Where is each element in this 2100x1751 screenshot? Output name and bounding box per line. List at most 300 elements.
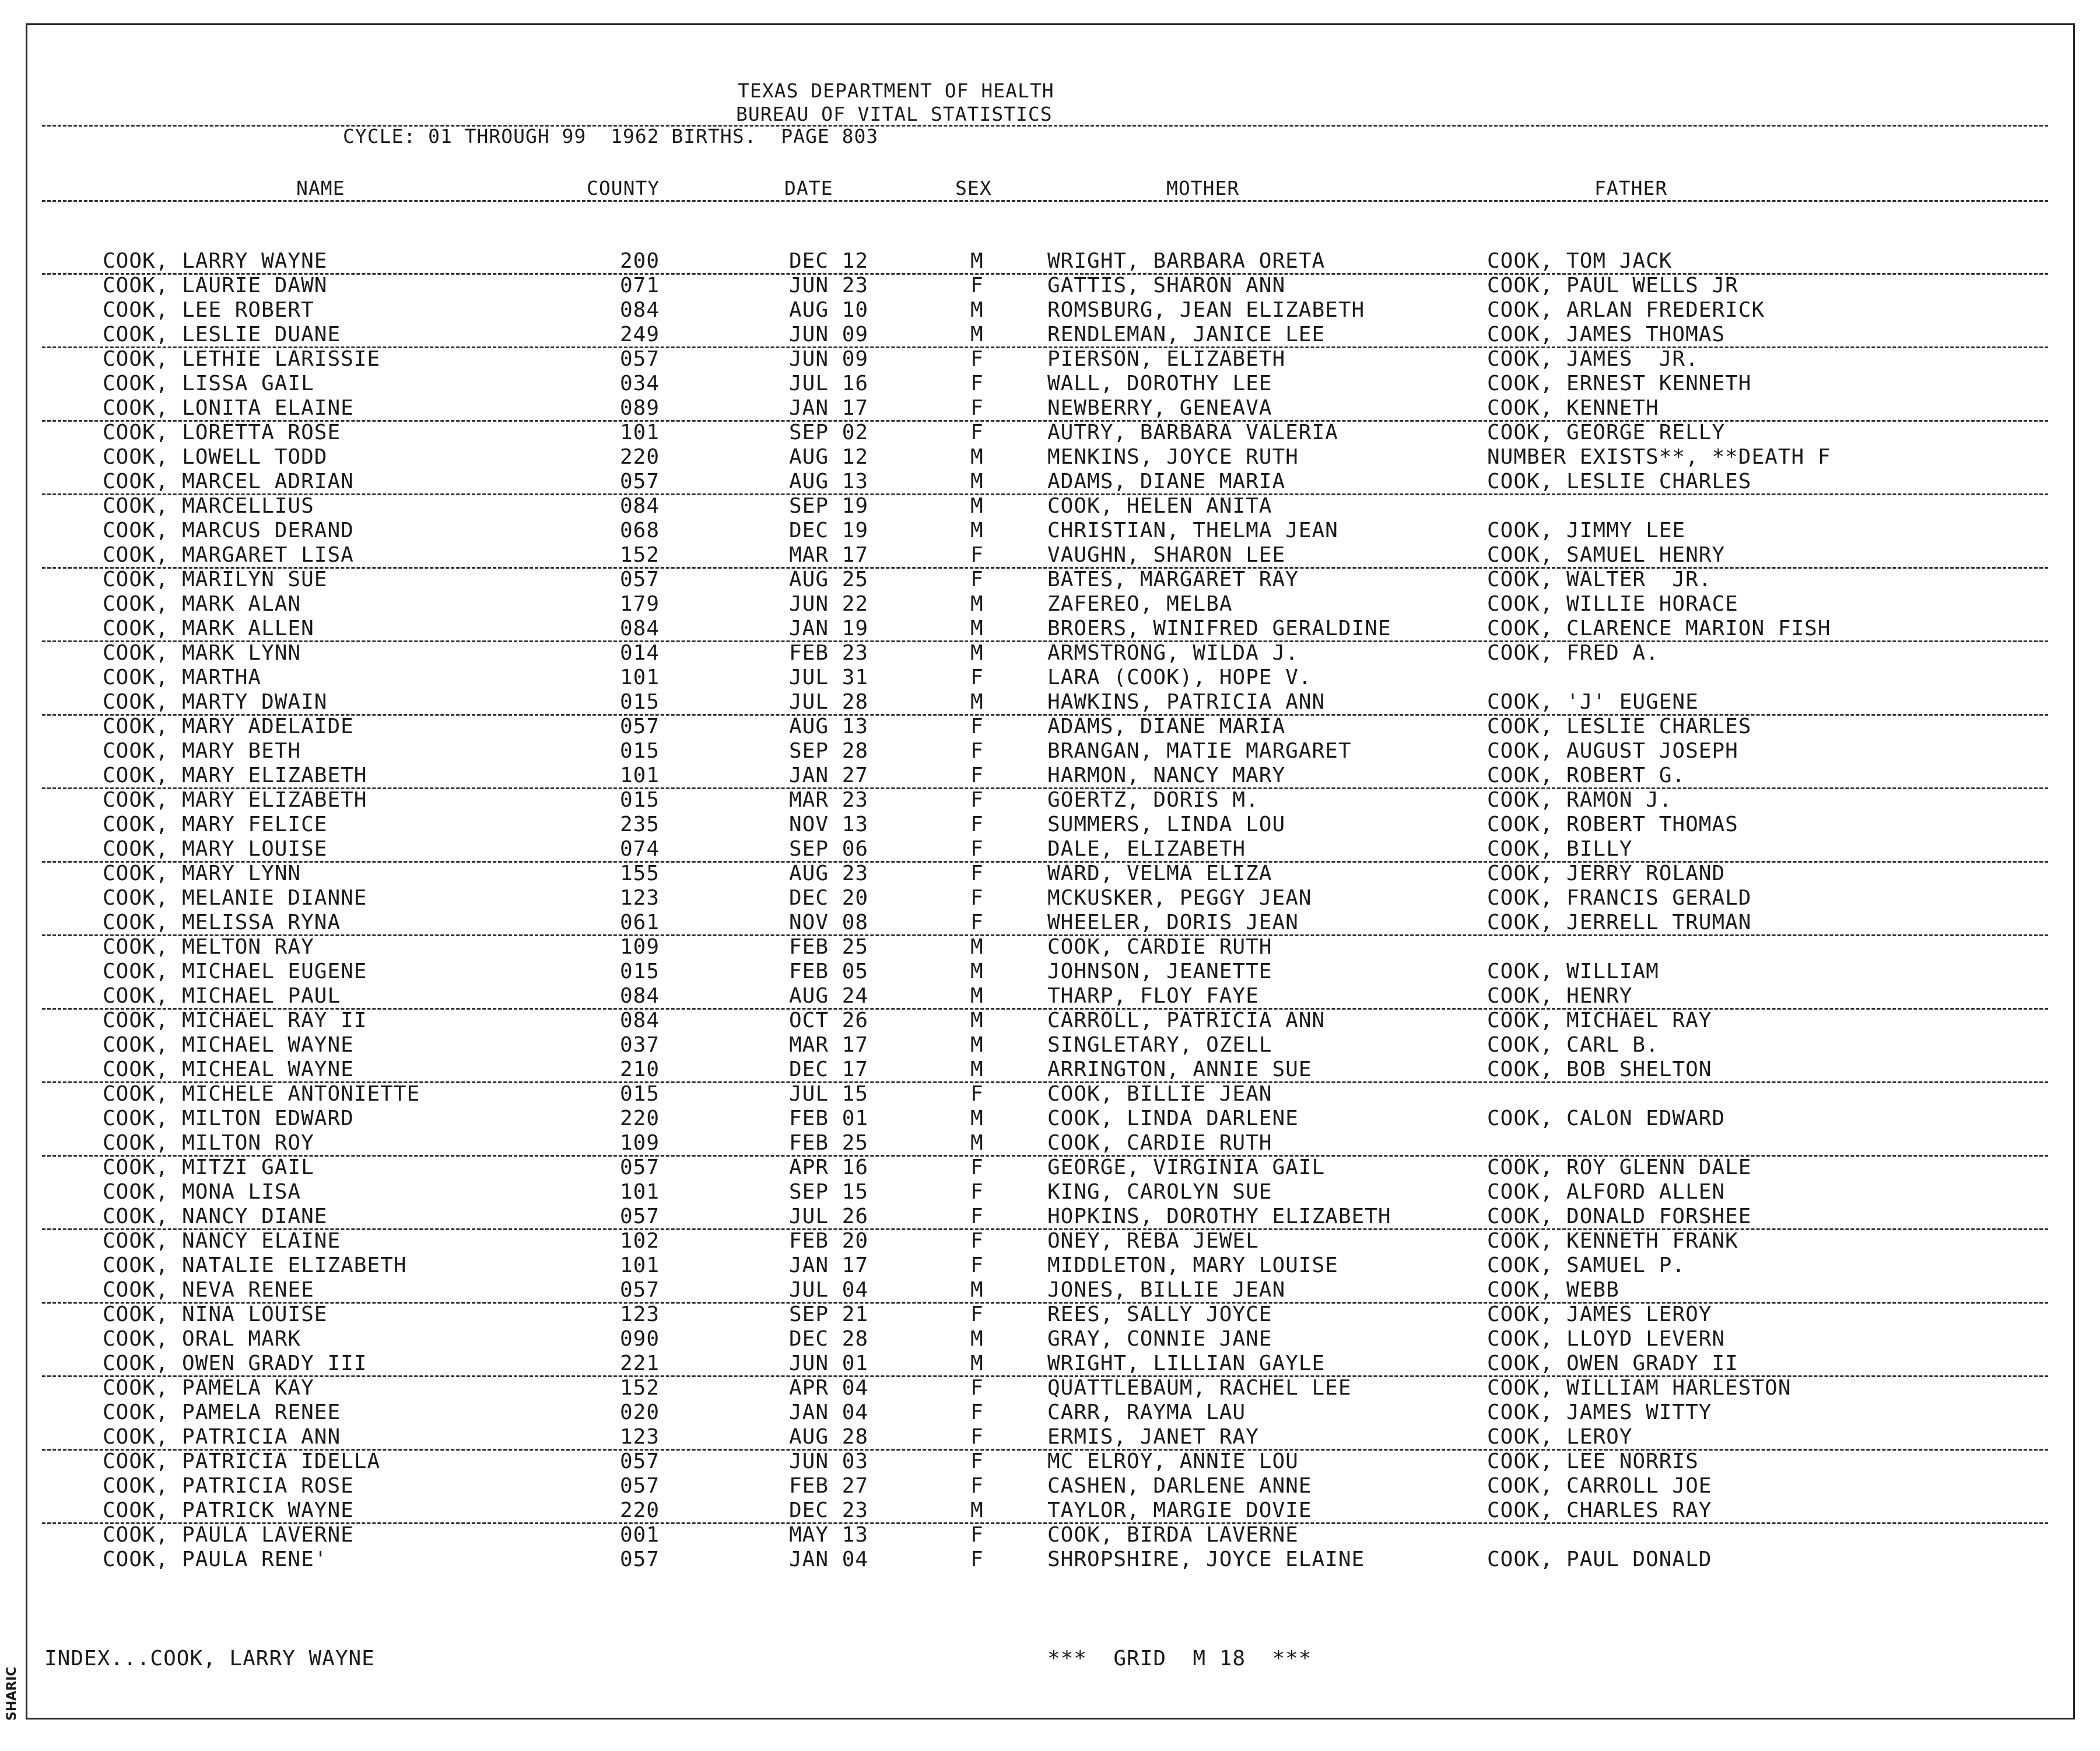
cell-name: COOK, MARY LOUISE	[103, 837, 328, 861]
cell-mother: VAUGHN, SHARON LEE	[1047, 543, 1286, 567]
cell-name: COOK, MICHAEL PAUL	[103, 984, 341, 1008]
cell-mother: WHEELER, DORIS JEAN	[1047, 910, 1299, 934]
cell-date: JAN 04	[789, 1547, 869, 1571]
cell-father: COOK, MICHAEL RAY	[1487, 1008, 1712, 1032]
cell-date: SEP 02	[789, 421, 869, 444]
cell-date: MAR 17	[789, 543, 869, 567]
cell-county: 084	[620, 494, 660, 518]
cell-county: 220	[620, 1498, 660, 1522]
cell-sex: F	[970, 543, 984, 567]
cell-sex: M	[970, 249, 984, 273]
cell-father: COOK, CHARLES RAY	[1487, 1498, 1712, 1522]
cell-county: 084	[620, 1008, 660, 1032]
cell-county: 123	[620, 1425, 660, 1449]
cell-sex: M	[970, 984, 984, 1008]
cell-father: COOK, CLARENCE MARION FISH	[1487, 617, 1831, 640]
column-header-name: NAME	[296, 177, 345, 199]
row-divider	[42, 420, 2048, 422]
cell-date: NOV 13	[789, 813, 869, 836]
cell-sex: F	[970, 715, 984, 738]
cell-sex: M	[970, 1033, 984, 1057]
row-divider	[42, 640, 2048, 642]
cell-father: COOK, CARROLL JOE	[1487, 1474, 1712, 1498]
cell-name: COOK, MARCEL ADRIAN	[103, 470, 354, 493]
row-divider	[42, 273, 2048, 275]
cell-county: 015	[620, 788, 660, 812]
cell-date: JUN 23	[789, 274, 869, 297]
cell-county: 123	[620, 886, 660, 910]
cell-county: 057	[620, 1474, 660, 1498]
cell-mother: SUMMERS, LINDA LOU	[1047, 813, 1286, 836]
cell-sex: M	[970, 323, 984, 346]
cell-sex: F	[970, 372, 984, 395]
cell-county: 057	[620, 1547, 660, 1571]
cell-mother: ARMSTRONG, WILDA J.	[1047, 641, 1299, 665]
cell-sex: F	[970, 1253, 984, 1277]
cell-father: COOK, CALON EDWARD	[1487, 1106, 1726, 1130]
cell-county: 057	[620, 568, 660, 591]
row-divider	[42, 861, 2048, 863]
cell-father: COOK, SAMUEL P.	[1487, 1253, 1686, 1277]
side-label: SHARIC	[5, 1666, 19, 1721]
cell-name: COOK, MELISSA RYNA	[103, 910, 341, 934]
cell-sex: F	[970, 1302, 984, 1326]
cell-date: AUG 25	[789, 568, 869, 591]
cell-date: DEC 23	[789, 1498, 869, 1522]
cell-mother: BRANGAN, MATIE MARGARET	[1047, 739, 1352, 763]
cell-father: COOK, TOM JACK	[1487, 249, 1673, 273]
cell-date: AUG 28	[789, 1425, 869, 1449]
cell-date: SEP 19	[789, 494, 869, 518]
cell-father: COOK, 'J' EUGENE	[1487, 690, 1699, 714]
cell-date: DEC 28	[789, 1327, 869, 1351]
cell-father: COOK, LESLIE CHARLES	[1487, 715, 1752, 738]
cell-date: MAR 17	[789, 1033, 869, 1057]
cell-county: 014	[620, 641, 660, 665]
cell-sex: M	[970, 641, 984, 665]
cell-mother: COOK, HELEN ANITA	[1047, 494, 1272, 518]
cell-date: NOV 08	[789, 910, 869, 934]
cell-county: 057	[620, 1449, 660, 1473]
cell-county: 057	[620, 470, 660, 493]
cell-mother: HARMON, NANCY MARY	[1047, 764, 1286, 787]
cell-name: COOK, MILTON EDWARD	[103, 1106, 354, 1130]
cell-county: 179	[620, 592, 660, 616]
cell-date: AUG 13	[789, 715, 869, 738]
cell-sex: F	[970, 1474, 984, 1498]
cell-county: 084	[620, 617, 660, 640]
cell-mother: COOK, BILLIE JEAN	[1047, 1082, 1272, 1106]
cell-mother: CASHEN, DARLENE ANNE	[1047, 1474, 1312, 1498]
cell-sex: M	[970, 1278, 984, 1302]
cell-date: AUG 12	[789, 445, 869, 469]
cell-name: COOK, MARY ELIZABETH	[103, 788, 367, 812]
cell-county: 101	[620, 1253, 660, 1277]
cell-date: FEB 25	[789, 935, 869, 959]
cell-father: COOK, ROY GLENN DALE	[1487, 1155, 1752, 1179]
cell-name: COOK, MICHAEL EUGENE	[103, 959, 367, 983]
cell-father: COOK, DONALD FORSHEE	[1487, 1204, 1752, 1228]
cell-sex: M	[970, 592, 984, 616]
cell-mother: ERMIS, JANET RAY	[1047, 1425, 1259, 1449]
cell-county: 057	[620, 1204, 660, 1228]
cell-mother: BATES, MARGARET RAY	[1047, 568, 1299, 591]
cell-mother: ADAMS, DIANE MARIA	[1047, 470, 1286, 493]
cell-name: COOK, MARY ADELAIDE	[103, 715, 354, 738]
cell-county: 123	[620, 1302, 660, 1326]
cell-date: DEC 12	[789, 249, 869, 273]
cell-sex: M	[970, 494, 984, 518]
cell-father: COOK, JIMMY LEE	[1487, 519, 1686, 542]
cell-father: COOK, WALTER JR.	[1487, 568, 1712, 591]
cell-county: 109	[620, 1131, 660, 1155]
cell-county: 001	[620, 1523, 660, 1547]
cell-county: 071	[620, 274, 660, 297]
cell-father: COOK, PAUL WELLS JR	[1487, 274, 1738, 297]
cell-date: SEP 28	[789, 739, 869, 763]
cell-mother: GOERTZ, DORIS M.	[1047, 788, 1259, 812]
cell-county: 235	[620, 813, 660, 836]
cell-name: COOK, LETHIE LARISSIE	[103, 347, 381, 371]
cell-name: COOK, MICHAEL RAY II	[103, 1008, 367, 1032]
cell-date: JAN 19	[789, 617, 869, 640]
cell-father: COOK, ROBERT THOMAS	[1487, 813, 1738, 836]
cell-name: COOK, MICHELE ANTONIETTE	[103, 1082, 420, 1106]
cell-name: COOK, PATRICIA IDELLA	[103, 1449, 381, 1473]
cell-date: FEB 05	[789, 959, 869, 983]
cell-name: COOK, MARCELLIUS	[103, 494, 314, 518]
cell-name: COOK, MICHAEL WAYNE	[103, 1033, 354, 1057]
cell-county: 200	[620, 249, 660, 273]
header-cycle: CYCLE: 01 THROUGH 99 1962 BIRTHS. PAGE 803	[343, 125, 879, 148]
cell-father: COOK, JAMES JR.	[1487, 347, 1699, 371]
cell-county: 068	[620, 519, 660, 542]
cell-county: 034	[620, 372, 660, 395]
cell-name: COOK, MILTON ROY	[103, 1131, 314, 1155]
cell-mother: ONEY, REBA JEWEL	[1047, 1229, 1259, 1253]
cell-father: COOK, WILLIAM	[1487, 959, 1659, 983]
cell-name: COOK, MARY ELIZABETH	[103, 764, 367, 787]
cell-name: COOK, LAURIE DAWN	[103, 274, 328, 297]
cell-date: DEC 17	[789, 1057, 869, 1081]
cell-sex: F	[970, 739, 984, 763]
cell-date: SEP 21	[789, 1302, 869, 1326]
cell-mother: COOK, BIRDA LAVERNE	[1047, 1523, 1299, 1547]
cell-date: SEP 15	[789, 1180, 869, 1204]
cell-name: COOK, PATRICIA ANN	[103, 1425, 341, 1449]
header-department: TEXAS DEPARTMENT OF HEALTH	[738, 79, 1054, 102]
cell-mother: CHRISTIAN, THELMA JEAN	[1047, 519, 1338, 542]
cell-mother: JONES, BILLIE JEAN	[1047, 1278, 1286, 1302]
cell-name: COOK, ORAL MARK	[103, 1327, 301, 1351]
cell-father: COOK, SAMUEL HENRY	[1487, 543, 1726, 567]
cell-date: FEB 23	[789, 641, 869, 665]
cell-county: 249	[620, 323, 660, 346]
cell-name: COOK, MARCUS DERAND	[103, 519, 354, 542]
cell-date: JAN 04	[789, 1400, 869, 1424]
cell-name: COOK, MARTY DWAIN	[103, 690, 328, 714]
cell-father: COOK, WEBB	[1487, 1278, 1619, 1302]
cell-father: COOK, LEROY	[1487, 1425, 1633, 1449]
cell-name: COOK, MICHEAL WAYNE	[103, 1057, 354, 1081]
cell-sex: F	[970, 788, 984, 812]
cell-name: COOK, LOWELL TODD	[103, 445, 328, 469]
cell-father: COOK, KENNETH	[1487, 396, 1659, 420]
cell-name: COOK, NEVA RENEE	[103, 1278, 314, 1302]
cell-father: COOK, BOB SHELTON	[1487, 1057, 1712, 1081]
cell-name: COOK, PAMELA RENEE	[103, 1400, 341, 1424]
cell-name: COOK, MELTON RAY	[103, 935, 314, 959]
cell-sex: F	[970, 1229, 984, 1253]
cell-father: COOK, HENRY	[1487, 984, 1633, 1008]
cell-date: JUL 28	[789, 690, 869, 714]
cell-sex: F	[970, 1449, 984, 1473]
cell-mother: WALL, DOROTHY LEE	[1047, 372, 1272, 395]
cell-sex: M	[970, 959, 984, 983]
cell-mother: LARA (COOK), HOPE V.	[1047, 666, 1312, 689]
cell-sex: F	[970, 666, 984, 689]
cell-father: COOK, LLOYD LEVERN	[1487, 1327, 1726, 1351]
cell-sex: M	[970, 1008, 984, 1032]
cell-county: 015	[620, 690, 660, 714]
cell-date: JUN 09	[789, 323, 869, 346]
row-divider	[42, 934, 2048, 936]
cell-name: COOK, OWEN GRADY III	[103, 1351, 367, 1375]
cell-date: JAN 17	[789, 396, 869, 420]
cell-mother: QUATTLEBAUM, RACHEL LEE	[1047, 1376, 1352, 1400]
cell-mother: NEWBERRY, GENEAVA	[1047, 396, 1272, 420]
cell-mother: KING, CAROLYN SUE	[1047, 1180, 1272, 1204]
cell-name: COOK, MITZI GAIL	[103, 1155, 314, 1179]
cell-county: 221	[620, 1351, 660, 1375]
cell-sex: M	[970, 298, 984, 322]
cell-sex: F	[970, 837, 984, 861]
cell-name: COOK, PAMELA KAY	[103, 1376, 314, 1400]
footer-index: INDEX...COOK, LARRY WAYNE	[44, 1647, 375, 1671]
cell-date: JAN 27	[789, 764, 869, 787]
cell-mother: ARRINGTON, ANNIE SUE	[1047, 1057, 1312, 1081]
cell-name: COOK, MARTHA	[103, 666, 262, 689]
cell-sex: F	[970, 1082, 984, 1106]
cell-mother: GEORGE, VIRGINIA GAIL	[1047, 1155, 1326, 1179]
cell-sex: F	[970, 910, 984, 934]
cell-county: 057	[620, 1278, 660, 1302]
cell-mother: SHROPSHIRE, JOYCE ELAINE	[1047, 1547, 1365, 1571]
column-header-sex: SEX	[955, 177, 992, 199]
cell-county: 152	[620, 1376, 660, 1400]
cell-date: JUL 04	[789, 1278, 869, 1302]
cell-mother: GATTIS, SHARON ANN	[1047, 274, 1286, 297]
cell-mother: ADAMS, DIANE MARIA	[1047, 715, 1286, 738]
cell-mother: WRIGHT, BARBARA ORETA	[1047, 249, 1326, 273]
footer-grid: *** GRID M 18 ***	[1047, 1647, 1312, 1671]
cell-county: 057	[620, 347, 660, 371]
cell-sex: M	[970, 935, 984, 959]
cell-father: COOK, LESLIE CHARLES	[1487, 470, 1752, 493]
cell-sex: F	[970, 1180, 984, 1204]
cell-mother: MC ELROY, ANNIE LOU	[1047, 1449, 1299, 1473]
cell-name: COOK, NATALIE ELIZABETH	[103, 1253, 407, 1277]
cell-sex: M	[970, 1057, 984, 1081]
cell-mother: CARR, RAYMA LAU	[1047, 1400, 1246, 1424]
cell-county: 015	[620, 739, 660, 763]
cell-date: AUG 24	[789, 984, 869, 1008]
cell-date: MAR 23	[789, 788, 869, 812]
cell-name: COOK, LONITA ELAINE	[103, 396, 354, 420]
cell-date: JUL 15	[789, 1082, 869, 1106]
cell-date: JUN 09	[789, 347, 869, 371]
header-bureau: BUREAU OF VITAL STATISTICS	[736, 103, 1053, 125]
cell-name: COOK, LEE ROBERT	[103, 298, 314, 322]
cell-mother: TAYLOR, MARGIE DOVIE	[1047, 1498, 1312, 1522]
cell-date: AUG 10	[789, 298, 869, 322]
cell-date: JUL 16	[789, 372, 869, 395]
cell-mother: DALE, ELIZABETH	[1047, 837, 1246, 861]
cell-date: JAN 17	[789, 1253, 869, 1277]
cell-county: 210	[620, 1057, 660, 1081]
cell-county: 057	[620, 715, 660, 738]
cell-date: FEB 20	[789, 1229, 869, 1253]
cell-mother: MENKINS, JOYCE RUTH	[1047, 445, 1299, 469]
cell-mother: ROMSBURG, JEAN ELIZABETH	[1047, 298, 1365, 322]
cell-county: 061	[620, 910, 660, 934]
cell-father: COOK, FRANCIS GERALD	[1487, 886, 1752, 910]
cell-father: COOK, ALFORD ALLEN	[1487, 1180, 1726, 1204]
cell-name: COOK, NANCY DIANE	[103, 1204, 328, 1228]
cell-mother: THARP, FLOY FAYE	[1047, 984, 1259, 1008]
cell-name: COOK, PATRICIA ROSE	[103, 1474, 354, 1498]
cell-sex: M	[970, 1498, 984, 1522]
cell-date: DEC 20	[789, 886, 869, 910]
cell-date: FEB 25	[789, 1131, 869, 1155]
cell-mother: RENDLEMAN, JANICE LEE	[1047, 323, 1326, 346]
cell-father: COOK, AUGUST JOSEPH	[1487, 739, 1738, 763]
cell-county: 015	[620, 1082, 660, 1106]
cell-father: COOK, ERNEST KENNETH	[1487, 372, 1752, 395]
cell-county: 084	[620, 984, 660, 1008]
cell-county: 089	[620, 396, 660, 420]
cell-father: COOK, JAMES LEROY	[1487, 1302, 1712, 1326]
cell-name: COOK, PAULA RENE'	[103, 1547, 328, 1571]
cell-county: 101	[620, 666, 660, 689]
cell-county: 220	[620, 445, 660, 469]
cell-sex: F	[970, 764, 984, 787]
cell-mother: WRIGHT, LILLIAN GAYLE	[1047, 1351, 1326, 1375]
cell-father: COOK, WILLIE HORACE	[1487, 592, 1738, 616]
cell-sex: F	[970, 1204, 984, 1228]
cell-sex: F	[970, 568, 984, 591]
cell-date: JUN 01	[789, 1351, 869, 1375]
column-header-county: COUNTY	[587, 177, 660, 199]
cell-sex: M	[970, 1327, 984, 1351]
cell-sex: F	[970, 1425, 984, 1449]
cell-county: 074	[620, 837, 660, 861]
cell-father: NUMBER EXISTS**, **DEATH F	[1487, 445, 1831, 469]
cell-date: FEB 01	[789, 1106, 869, 1130]
cell-father: COOK, FRED A.	[1487, 641, 1659, 665]
cell-name: COOK, LORETTA ROSE	[103, 421, 341, 444]
cell-date: AUG 13	[789, 470, 869, 493]
cell-date: AUG 23	[789, 862, 869, 885]
cell-county: 101	[620, 764, 660, 787]
cell-name: COOK, MARK ALAN	[103, 592, 301, 616]
cell-name: COOK, LISSA GAIL	[103, 372, 314, 395]
cell-date: MAY 13	[789, 1523, 869, 1547]
cell-father: COOK, JAMES THOMAS	[1487, 323, 1726, 346]
row-divider	[42, 1228, 2048, 1230]
cell-county: 220	[620, 1106, 660, 1130]
cell-name: COOK, LARRY WAYNE	[103, 249, 328, 273]
cell-mother: SINGLETARY, OZELL	[1047, 1033, 1272, 1057]
cell-sex: F	[970, 1400, 984, 1424]
cell-name: COOK, MARY LYNN	[103, 862, 301, 885]
cell-county: 101	[620, 1180, 660, 1204]
cell-county: 084	[620, 298, 660, 322]
cell-father: COOK, JAMES WITTY	[1487, 1400, 1712, 1424]
cell-sex: M	[970, 519, 984, 542]
cell-name: COOK, PAULA LAVERNE	[103, 1523, 354, 1547]
column-header-mother: MOTHER	[1166, 177, 1240, 199]
cell-father: COOK, WILLIAM HARLESTON	[1487, 1376, 1792, 1400]
cell-father: COOK, CARL B.	[1487, 1033, 1659, 1057]
cell-sex: F	[970, 813, 984, 836]
cell-name: COOK, MARGARET LISA	[103, 543, 354, 567]
row-divider	[42, 1302, 2048, 1304]
cell-county: 109	[620, 935, 660, 959]
cell-sex: F	[970, 1547, 984, 1571]
cell-mother: JOHNSON, JEANETTE	[1047, 959, 1272, 983]
cell-county: 101	[620, 421, 660, 444]
cell-county: 090	[620, 1327, 660, 1351]
cell-mother: COOK, CARDIE RUTH	[1047, 935, 1272, 959]
cell-date: FEB 27	[789, 1474, 869, 1498]
cell-date: JUN 22	[789, 592, 869, 616]
cell-father: COOK, PAUL DONALD	[1487, 1547, 1712, 1571]
cell-father: COOK, ARLAN FREDERICK	[1487, 298, 1765, 322]
row-divider	[42, 493, 2048, 495]
cell-father: COOK, KENNETH FRANK	[1487, 1229, 1738, 1253]
cell-county: 057	[620, 1155, 660, 1179]
cell-date: APR 16	[789, 1155, 869, 1179]
cell-date: SEP 06	[789, 837, 869, 861]
cell-county: 152	[620, 543, 660, 567]
row-divider	[42, 567, 2048, 569]
cell-name: COOK, MARY BETH	[103, 739, 301, 763]
cell-mother: HOPKINS, DOROTHY ELIZABETH	[1047, 1204, 1391, 1228]
column-header-date: DATE	[784, 177, 833, 199]
cell-sex: F	[970, 421, 984, 444]
cell-name: COOK, MARK ALLEN	[103, 617, 314, 640]
cell-father: COOK, RAMON J.	[1487, 788, 1673, 812]
cell-mother: MIDDLETON, MARY LOUISE	[1047, 1253, 1338, 1277]
cell-name: COOK, MELANIE DIANNE	[103, 886, 367, 910]
cell-sex: M	[970, 690, 984, 714]
cell-name: COOK, PATRICK WAYNE	[103, 1498, 354, 1522]
cell-sex: F	[970, 1155, 984, 1179]
cell-date: JUL 31	[789, 666, 869, 689]
cell-name: COOK, MARY FELICE	[103, 813, 328, 836]
cell-name: COOK, NINA LOUISE	[103, 1302, 328, 1326]
cell-mother: GRAY, CONNIE JANE	[1047, 1327, 1272, 1351]
cell-sex: F	[970, 396, 984, 420]
cell-date: JUN 03	[789, 1449, 869, 1473]
cell-mother: COOK, LINDA DARLENE	[1047, 1106, 1299, 1130]
cell-mother: BROERS, WINIFRED GERALDINE	[1047, 617, 1391, 640]
cell-date: JUL 26	[789, 1204, 869, 1228]
cell-mother: WARD, VELMA ELIZA	[1047, 862, 1272, 885]
cell-county: 102	[620, 1229, 660, 1253]
cell-mother: REES, SALLY JOYCE	[1047, 1302, 1272, 1326]
